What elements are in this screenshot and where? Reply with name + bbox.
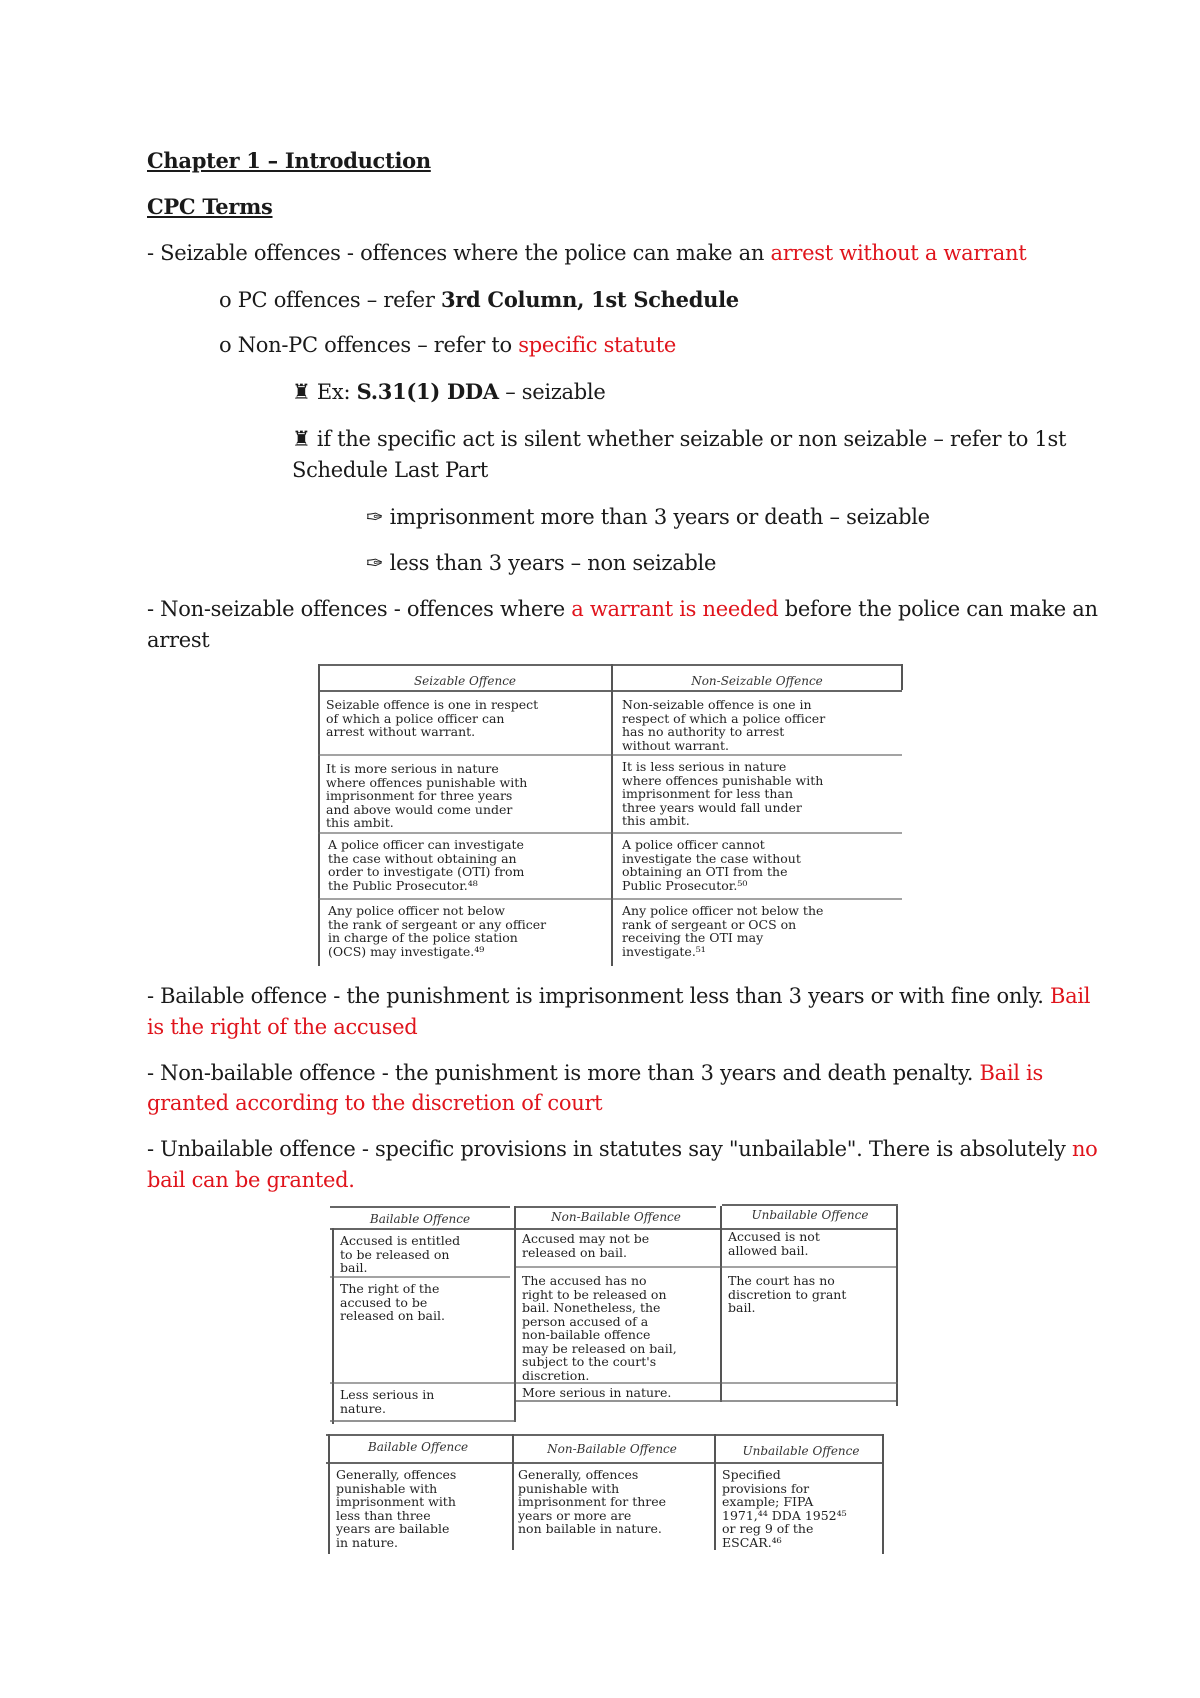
table2-cell: The accused has no right to be released on bail. Nonetheless, the person accused of a non-bailable offence may be released on bail, subject to the court's discretion. [522,1273,677,1383]
non-bailable-lead: - Non-bailable offence - the punishment is more than 3 years and death penalty. [147,1061,980,1085]
table1-cell: A police officer cannot investigate the case without obtaining an OTI from the Public Prosecutor.⁵⁰ [622,837,801,893]
table1-cell: Non-seizable offence is one in respect of which a police officer has no authority to arrest without warrant. [622,697,826,753]
non-bailable-red-1: Bail is [979,1061,1043,1085]
seizable-highlight: arrest without a warrant [770,241,1027,265]
pc-offences-bullet [219,284,739,316]
table2-cell: More serious in nature. [522,1385,672,1400]
sub-bullet-1-text: imprisonment more than 3 years or death – seizable [383,505,930,529]
table1-cell: It is more serious in nature where offences punishable with imprisonment for three years and above would come under this ambit. [326,761,528,830]
bail-comparison-table [330,1202,900,1424]
non-bailable-definition [147,1058,1043,1089]
pc-bullet-text: o PC offences – refer [219,288,441,312]
unbailable-definition [147,1134,1098,1165]
non-seizable-highlight: a warrant is needed [571,597,779,621]
bail-summary-table [326,1430,888,1554]
example-tail: – seizable [498,380,606,404]
bailable-definition [147,981,1090,1012]
pen-bullet-icon: ✑ [366,551,384,575]
sub-bullet-1 [366,502,930,533]
table3-cell: Generally, offences punishable with imprisonment with less than three years are bailable in nature. [336,1467,457,1550]
non-seizable-line2: arrest [147,628,210,652]
seizable-lead: - Seizable offences - offences where the police can make an [147,241,771,265]
table3-cell: Generally, offences punishable with imprisonment for three years or more are non bailable in nature. [518,1467,667,1536]
table3-header-unbailable: Unbailable Offence [742,1444,860,1458]
seizable-comparison-table [314,664,904,966]
bailable-red-1: Bail [1050,984,1091,1008]
table2-cell: Accused is entitled to be released on bail. [340,1233,461,1275]
table2-cell: Less serious in nature. [340,1387,435,1416]
unbailable-lead: - Unbailable offence - specific provisions in statutes say "unbailable". There is absolutely [147,1137,1072,1161]
table1-header-seizable: Seizable Offence [413,674,517,688]
table3-cell: Specified provisions for example; FIPA 1971,⁴⁴ DDA 1952⁴⁵ or reg 9 of the ESCAR.⁴⁶ [722,1467,847,1550]
nonpc-offences-bullet [219,330,676,361]
table2-cell: The court has no discretion to grant bail. [728,1273,847,1315]
table1-header-non-seizable: Non-Seizable Offence [691,674,823,688]
silent-bullet-line1 [292,424,1066,455]
table2-cell: Accused is not allowed bail. [728,1229,820,1258]
table3-header-bailable: Bailable Offence [367,1440,469,1454]
table2-cell: Accused may not be released on bail. [522,1231,650,1260]
table1-cell: Any police officer not below the rank of sergeant or any officer in charge of the police station (OCS) may investigate.⁴⁹ [328,903,547,959]
non-seizable-tail: before the police can make an [778,597,1098,621]
wingding-bullet-icon: ♜ [292,427,311,451]
bailable-lead: - Bailable offence - the punishment is imprisonment less than 3 years or with fine only. [147,984,1051,1008]
chapter-title: Chapter 1 – Introduction [147,148,431,173]
section-title: CPC Terms [147,194,273,219]
non-seizable-definition [147,594,1098,625]
pc-bullet-bold: 3rd Column, 1st Schedule [440,287,739,312]
bailable-red-line2: is the right of the accused [147,1015,418,1039]
non-seizable-lead: - Non-seizable offences - offences where [147,597,572,621]
sub-bullet-2 [366,548,716,579]
table2-header-unbailable: Unbailable Offence [751,1208,869,1222]
table2-header-bailable: Bailable Offence [369,1212,471,1226]
non-bailable-red-line2: granted according to the discretion of court [147,1091,603,1115]
table1-cell: A police officer can investigate the case without obtaining an order to investigate (OTI) from the Public Prosecutor.⁴⁸ [328,837,525,893]
wingding-bullet-icon: ♜ [292,380,311,404]
unbailable-red-line2: bail can be granted. [147,1168,355,1192]
nonpc-bullet-red: specific statute [518,333,677,357]
table2-cell: The right of the accused to be released on bail. [340,1281,445,1323]
unbailable-red-1: no [1071,1137,1098,1161]
example-bullet [292,376,605,408]
table1-cell: Seizable offence is one in respect of which a police officer can arrest without warrant. [326,697,539,739]
nonpc-bullet-text: o Non-PC offences – refer to [219,333,519,357]
sub-bullet-2-text: less than 3 years – non seizable [383,551,717,575]
silent-bullet-line2: Schedule Last Part [292,458,489,482]
table2-header-non-bailable: Non-Bailable Offence [551,1210,681,1224]
table1-cell: It is less serious in nature where offences punishable with imprisonment for less than three years would fall under this ambit. [622,759,824,828]
example-bold: S.31(1) DDA [356,379,499,404]
table1-cell: Any police officer not below the rank of sergeant or OCS on receiving the OTI may investigate.⁵¹ [622,903,824,959]
silent-text-1: if the specific act is silent whether seizable or non seizable – refer to 1st [310,427,1067,451]
pen-bullet-icon: ✑ [366,505,384,529]
table3-header-non-bailable: Non-Bailable Offence [547,1442,677,1456]
example-label: Ex: [310,380,357,404]
seizable-definition [147,238,1026,269]
